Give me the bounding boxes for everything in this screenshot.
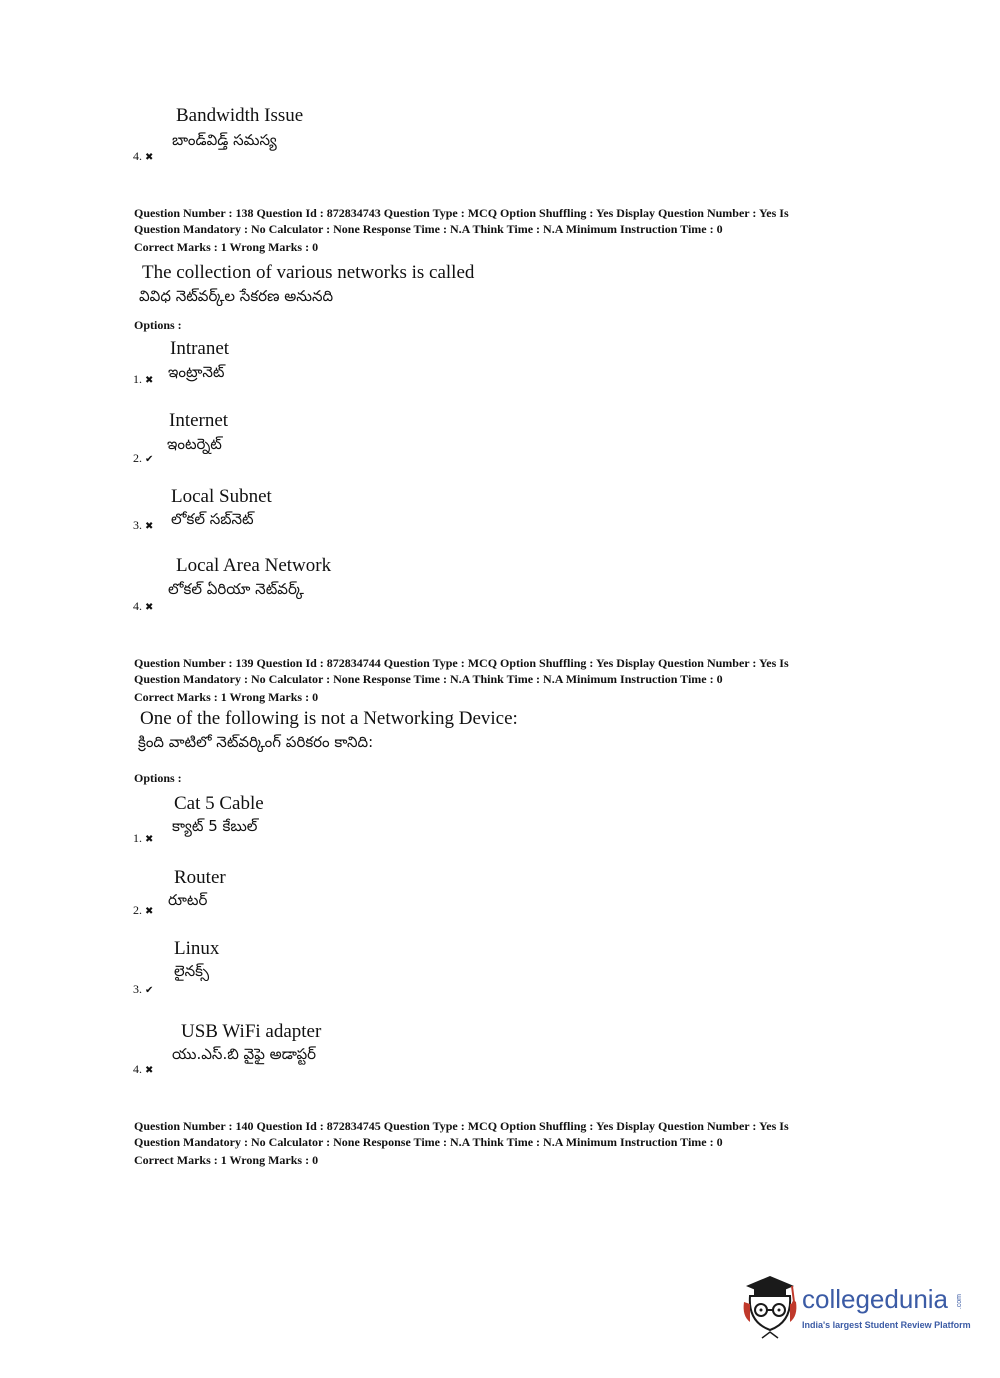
q138-option-2-number [133,451,153,466]
question-139-metadata [134,655,789,705]
option-number-label: 2. [133,451,142,465]
q138-option-1-english: Intranet [170,338,230,359]
q139-option-1-english: Cat 5 Cable [174,793,264,814]
q138-option-1-number [133,372,153,387]
question-138-text-english: The collection of various networks is called [142,262,475,283]
q138-option-4-number [133,599,153,614]
q139-option-3-number [133,982,153,997]
option-number-label: 3. [133,518,142,532]
metadata-line-3: Correct Marks : 1 Wrong Marks : 0 [134,240,319,254]
logo-tagline: India's largest Student Review Platform [802,1320,971,1330]
q139-option-3-english: Linux [174,938,220,959]
option-number-label: 4. [133,1062,142,1076]
incorrect-mark-icon: ✖ [145,602,154,613]
option-number-label: 4. [133,149,142,163]
metadata-line-1: Question Number : 140 Question Id : 872834745 Question Type : MCQ Option Shuffling : Yes Display Question Number : Yes Is [134,1119,789,1133]
q139-option-4-telugu: యు.ఎస్.బి వైఫై అడాప్టర్ [172,1045,317,1063]
incorrect-mark-icon: ✖ [145,1065,154,1076]
incorrect-mark-icon: ✖ [145,152,154,163]
q139-option-4-number [133,1062,153,1077]
question-140-metadata [134,1118,789,1168]
incorrect-mark-icon: ✖ [145,521,154,532]
q138-option-4-english: Local Area Network [176,555,332,576]
correct-check-icon: ✔ [145,454,154,465]
option-number-label: 4. [133,599,142,613]
q138-option-3-number [133,518,153,533]
mascot-icon [740,1272,800,1344]
metadata-line-2: Question Mandatory : No Calculator : None Response Time : N.A Think Time : N.A Minimum Instruction Time : 0 [134,222,723,236]
incorrect-mark-icon: ✖ [145,375,154,386]
q138-option-3-english: Local Subnet [171,486,272,507]
q139-option-2-number [133,903,153,918]
question-138-metadata [134,205,789,255]
option-number-label: 1. [133,372,142,386]
option-4-english: Bandwidth Issue [176,105,304,126]
correct-check-icon: ✔ [145,985,154,996]
q139-option-1-telugu: క్యాట్ 5 కేబుల్ [172,817,258,835]
incorrect-mark-icon: ✖ [145,834,154,845]
question-138-text-telugu: వివిధ నెట్‌వర్క్‌ల సేకరణ అనునది [139,287,334,305]
option-number-label: 3. [133,982,142,996]
logo-brand-name: collegedunia [802,1284,949,1314]
q138-option-1-telugu: ఇంట్రానెట్ [168,363,225,381]
option-number-label: 1. [133,831,142,845]
option-4-telugu: బాండ్‌విడ్త్ సమస్య [172,131,277,149]
option-4-number [133,149,153,164]
option-number-label: 2. [133,903,142,917]
question-139-text-telugu: క్రింది వాటిలో నెట్‌వర్కింగ్ పరికరం కానిది: [138,733,374,751]
collegedunia-logo [740,1272,970,1344]
metadata-line-1: Question Number : 139 Question Id : 872834744 Question Type : MCQ Option Shuffling : Yes Display Question Number : Yes Is [134,656,789,670]
metadata-line-1: Question Number : 138 Question Id : 872834743 Question Type : MCQ Option Shuffling : Yes Display Question Number : Yes Is [134,206,789,220]
q139-option-3-telugu: లైనక్స్ [174,962,210,980]
metadata-line-2: Question Mandatory : No Calculator : None Response Time : N.A Think Time : N.A Minimum Instruction Time : 0 [134,672,723,686]
q138-option-3-telugu: లోకల్ సబ్‌నెట్ [171,510,254,528]
options-label: Options : [134,771,182,785]
options-label: Options : [134,318,182,332]
q138-option-2-english: Internet [169,410,229,431]
q139-option-2-telugu: రూటర్ [168,891,208,909]
logo-domain-suffix: .com [956,1294,963,1310]
q138-option-2-telugu: ఇంటర్నెట్ [167,435,222,453]
metadata-line-3: Correct Marks : 1 Wrong Marks : 0 [134,1153,319,1167]
incorrect-mark-icon: ✖ [145,906,154,917]
metadata-line-2: Question Mandatory : No Calculator : None Response Time : N.A Think Time : N.A Minimum Instruction Time : 0 [134,1135,723,1149]
q139-option-1-number [133,831,153,846]
q139-option-2-english: Router [174,867,226,888]
q139-option-4-english: USB WiFi adapter [181,1021,322,1042]
metadata-line-3: Correct Marks : 1 Wrong Marks : 0 [134,690,319,704]
q138-option-4-telugu: లోకల్ ఏరియా నెట్‌వర్క్ [168,580,304,598]
question-139-text-english: One of the following is not a Networking Device: [140,708,518,729]
